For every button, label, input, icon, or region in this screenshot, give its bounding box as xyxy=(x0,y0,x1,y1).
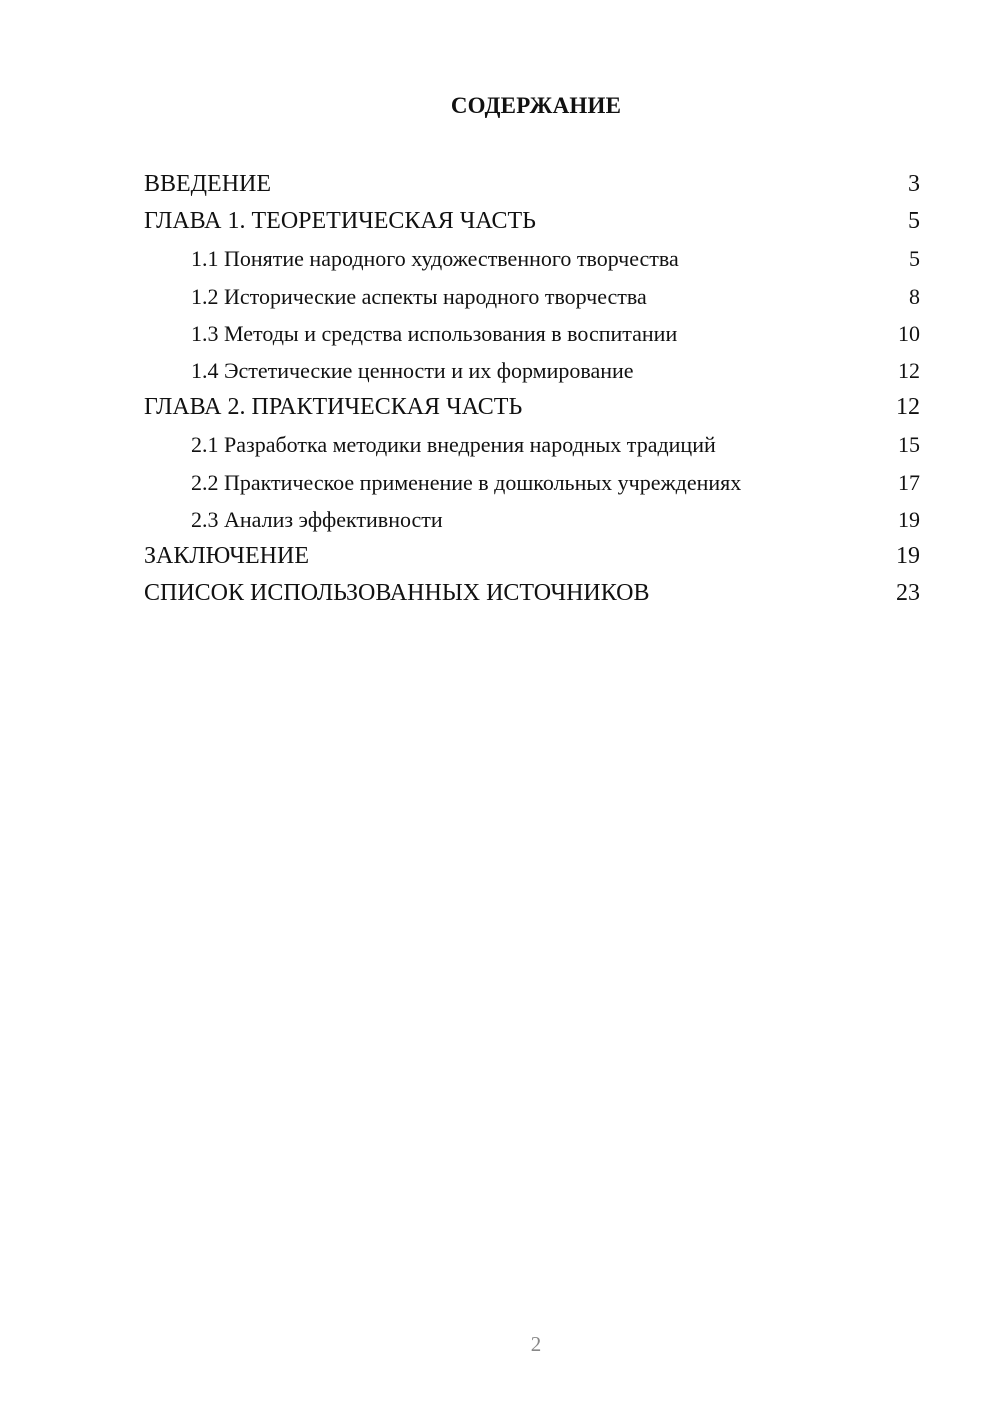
toc-entry-label: 2.3 Анализ эффективности xyxy=(191,506,443,532)
toc-entry-section-1-1[interactable] xyxy=(144,240,920,277)
toc-entry-page: 23 xyxy=(896,580,920,607)
toc-entry-page: 19 xyxy=(898,506,920,532)
toc-entry-page: 5 xyxy=(909,246,920,272)
toc-entry-label: 1.2 Исторические аспекты народного творчества xyxy=(191,283,647,309)
toc-entry-label: СПИСОК ИСПОЛЬЗОВАННЫХ ИСТОЧНИКОВ xyxy=(144,580,650,607)
toc-title: СОДЕРЖАНИЕ xyxy=(450,93,622,118)
toc-entry-section-2-3[interactable] xyxy=(144,501,920,538)
toc-entry-label: 1.1 Понятие народного художественного творчества xyxy=(191,246,679,272)
toc-entry-chapter-1[interactable] xyxy=(144,203,920,240)
toc-entry-label: ГЛАВА 2. ПРАКТИЧЕСКАЯ ЧАСТЬ xyxy=(144,394,523,421)
toc-entry-page: 12 xyxy=(898,357,920,383)
toc-entry-page: 19 xyxy=(896,542,920,569)
toc-entry-label: 2.2 Практическое применение в дошкольных учреждениях xyxy=(191,469,742,495)
toc-entry-label: ВВЕДЕНИЕ xyxy=(144,171,272,197)
toc-entry-page: 5 xyxy=(908,208,920,235)
page-number: 2 xyxy=(530,1332,542,1356)
toc-entry-chapter-2[interactable] xyxy=(144,389,920,426)
toc-entry-label: ГЛАВА 1. ТЕОРЕТИЧЕСКАЯ ЧАСТЬ xyxy=(144,208,536,235)
toc-entry-introduction[interactable] xyxy=(144,166,920,203)
toc-entry-references[interactable] xyxy=(144,575,920,612)
toc-entry-section-1-2[interactable] xyxy=(144,278,920,315)
toc-entry-section-2-1[interactable] xyxy=(144,426,920,463)
toc-entry-label: ЗАКЛЮЧЕНИЕ xyxy=(144,542,309,569)
toc-entry-page: 15 xyxy=(898,432,920,458)
toc-entry-conclusion[interactable] xyxy=(144,538,920,575)
toc-entry-label: 1.3 Методы и средства использования в воспитании xyxy=(191,320,678,346)
toc-entry-label: 1.4 Эстетические ценности и их формирование xyxy=(191,357,634,383)
toc-entry-section-1-4[interactable] xyxy=(144,352,920,389)
toc-entry-page: 10 xyxy=(898,320,920,346)
toc-entry-label: 2.1 Разработка методики внедрения народных традиций xyxy=(191,432,716,458)
toc-entry-page: 12 xyxy=(896,394,920,421)
table-of-contents xyxy=(144,166,920,612)
toc-entry-page: 8 xyxy=(909,283,920,309)
toc-entry-page: 3 xyxy=(908,171,920,197)
toc-entry-page: 17 xyxy=(898,469,920,495)
toc-entry-section-1-3[interactable] xyxy=(144,315,920,352)
toc-entry-section-2-2[interactable] xyxy=(144,464,920,501)
